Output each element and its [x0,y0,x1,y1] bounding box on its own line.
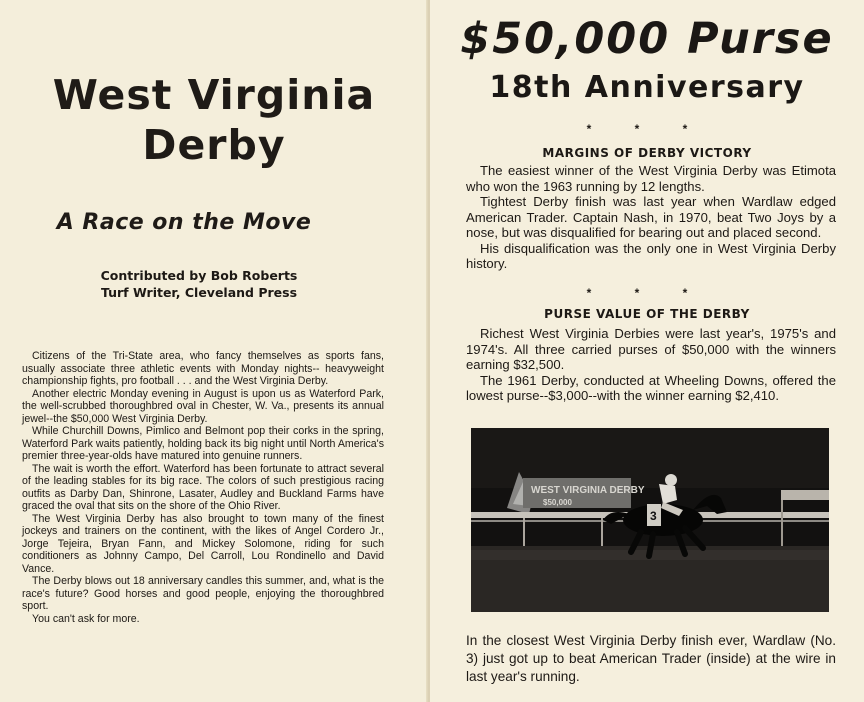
byline-author: Contributed by Bob Roberts [100,268,298,283]
article-subtitle: A Race on the Move [56,210,312,235]
article-body [22,350,384,625]
anniversary-heading: 18th Anniversary [489,70,805,105]
margins-paragraph: The easiest winner of the West Virginia Derby was Etimota who won the 1963 running by 12 lengths. [466,163,836,194]
margins-paragraph: Tightest Derby finish was last year when Wardlaw edged American Trader. Captain Nash, in 1970, beat Two Joys by a nose, but was disqualified for bearing out and placed second. [466,194,836,240]
banner-text-line2: $50,000 [543,498,572,507]
body-paragraph: Another electric Monday evening in August is upon us as Waterford Park, the well-scrubbed thoroughbred oval in Chester, W. Va., presents its annual jewel--the $50,000 West Virginia Derby. [22,387,384,425]
saddle-cloth-number: 3 [650,509,657,523]
body-paragraph: While Churchill Downs, Pimlico and Belmont pop their corks in the spring, Waterford Park waits patiently, holding back its big night until North America's premier three-year-olds have matured into genuine runners. [22,425,384,462]
body-paragraph: The wait is worth the effort. Waterford has been fortunate to attract several of the leading stables for its big race. The colors of such prestigious racing outfits as Darby Dan, Shinrone, Lasater, Audley and Buckland Farms have graced the oval that sits on the shore of the Ohio River. [22,462,384,512]
left-page [0,0,428,702]
purse-paragraph: The 1961 Derby, conducted at Wheeling Downs, offered the lowest purse--$3,000--with the winner earning $2,410. [466,372,836,403]
article-title [0,70,428,170]
race-finish-photo-drawing [471,428,829,612]
body-paragraph: Citizens of the Tri-State area, who fancy themselves as sports fans, usually associate three athletic events with Monday nights-- heavyweight championship fights, pro football . . . and the West Virginia Derby. [22,350,384,387]
purse-section-body [466,326,836,404]
purse-section-title: PURSE VALUE OF THE DERBY [544,307,750,321]
photo-caption: In the closest West Virginia Derby finish ever, Wardlaw (No. 3) just got up to beat American Trader (inside) at the wire in last year's running. [466,633,836,684]
right-page [430,0,864,702]
margins-section-title: MARGINS OF DERBY VICTORY [542,146,752,160]
title-line-1: West Virginia [52,71,376,119]
byline-affiliation: Turf Writer, Cleveland Press [100,285,298,300]
purse-paragraph: Richest West Virginia Derbies were last year's, 1975's and 1974's. All three carried purses of $50,000 with the winners earning $32,500. [466,326,836,372]
margins-paragraph: His disqualification was the only one in West Virginia Derby history. [466,240,836,271]
body-paragraph: You can't ask for more. [32,612,140,625]
body-paragraph: The West Virginia Derby has also brought to town many of the finest jockeys and trainers on the continent, with the likes of Angel Cordero Jr., Jorge Tejeira, Bryan Fann, and Mickey Solomone, riding for such conditioners as Johnny Campo, Del Carroll, Lou Rondinello and David Vance. [22,512,384,575]
title-line-2: Derby [142,121,286,169]
purse-headline: $50,000 Purse [460,14,834,64]
section-divider-stars: * * * [586,286,708,300]
banner-text-line1: WEST VIRGINIA DERBY [531,485,645,496]
byline [0,267,398,301]
race-finish-photo [471,428,829,612]
body-paragraph: The Derby blows out 18 anniversary candles this summer, and, what is the race's future? Good horses and good people, enjoying the thoroughbred sport. [22,575,384,612]
section-divider-stars: * * * [586,122,708,136]
margins-section-body [466,163,836,272]
